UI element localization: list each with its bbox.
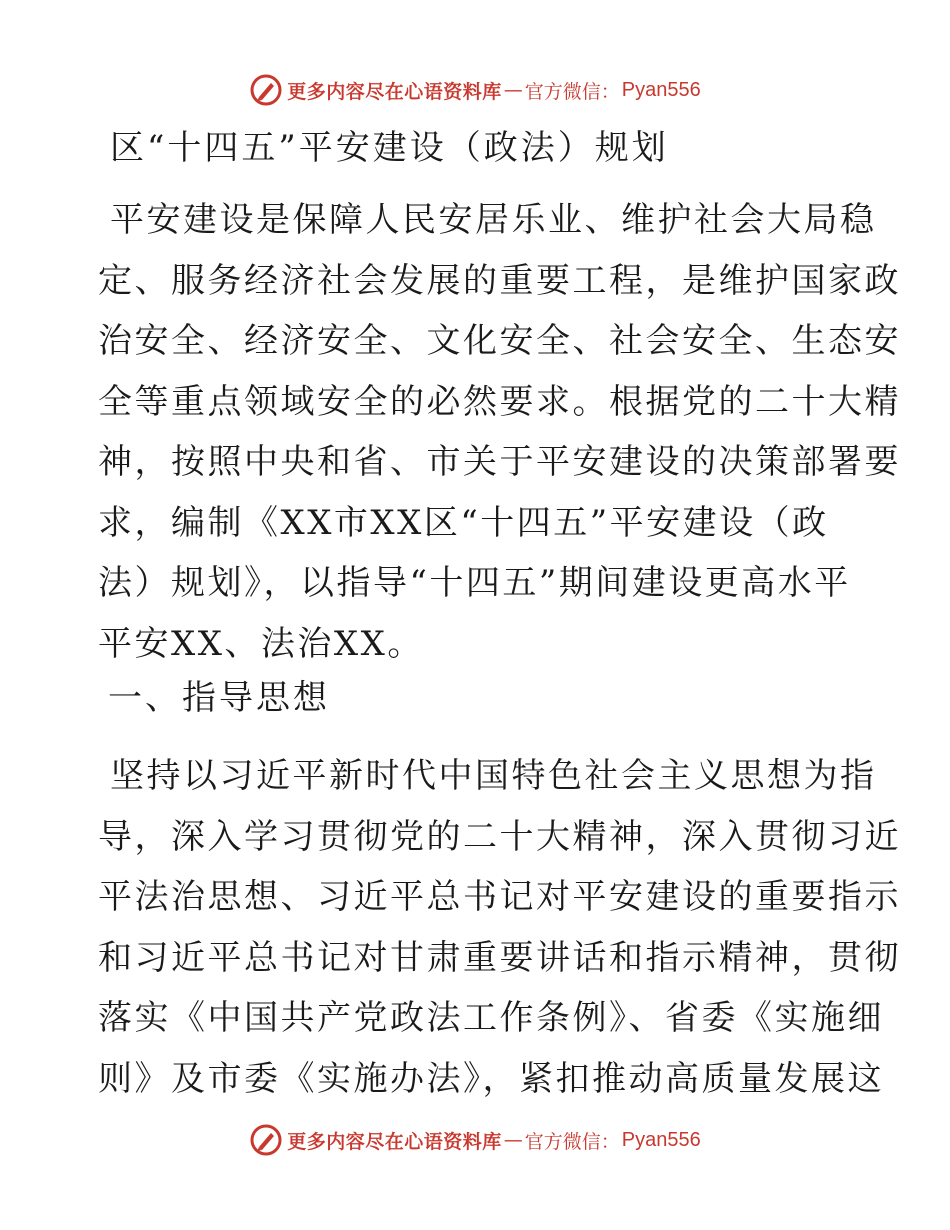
footer-watermark [0,1120,950,1160]
paragraph-line: 求，编制《XX市XX区“十四五”平安建设（政 [98,502,829,543]
header-watermark [0,70,950,110]
watermark-wechat-id: Pyan556 [621,1128,701,1151]
watermark-text: 更多内容尽在心语资料库 [287,1130,502,1153]
pen-logo-icon [249,1123,283,1157]
paragraph-line: 法）规划》，以指导“十四五”期间建设更高水平 [98,563,851,603]
paragraph-guiding-thought [98,746,901,1109]
paragraph-line: 治安全、经济安全、文化安全、社会安全、生态安 [98,321,901,361]
watermark-text: 更多内容尽在心语资料库 [287,80,502,103]
paragraph-line: 定、服务经济社会发展的重要工程，是维护国家政 [98,260,901,301]
paragraph-line: 平安XX、法治XX。 [98,623,424,664]
paragraph-line: 神，按照中央和省、市关于平安建设的决策部署要 [98,442,901,482]
paragraph-line: 坚持以习近平新时代中国特色社会主义思想为指 [110,756,877,796]
paragraph-line: 落实《中国共产党政法工作条例》、省委《实施细 [98,998,884,1038]
paragraph-line: 则》及市委《实施办法》，紧扣推动高质量发展这 [98,1058,884,1099]
paragraph-line: 平安建设是保障人民安居乐业、维护社会大局稳 [110,200,877,240]
section-heading: 一、指导思想 [108,678,330,718]
watermark-wechat-label: 官方微信： [524,1130,620,1153]
paragraph-line: 导，深入学习贯彻党的二十大精神，深入贯彻习近 [98,816,901,857]
paragraph-line: 全等重点领域安全的必然要求。根据党的二十大精 [98,381,901,422]
paragraph-line: 平法治思想、习近平总书记对平安建设的重要指示 [98,877,901,917]
watermark-wechat-id: Pyan556 [621,78,701,101]
paragraph-line: 和习近平总书记对甘肃重要讲话和指示精神，贯彻 [98,937,901,978]
document-title: 区“十四五”平安建设（政法）规划 [110,128,669,168]
paragraph-intro [98,190,901,674]
watermark-dash: — [503,79,523,101]
watermark-wechat-label: 官方微信： [524,80,620,103]
pen-logo-icon [249,73,283,107]
watermark-dash: — [503,1129,523,1151]
